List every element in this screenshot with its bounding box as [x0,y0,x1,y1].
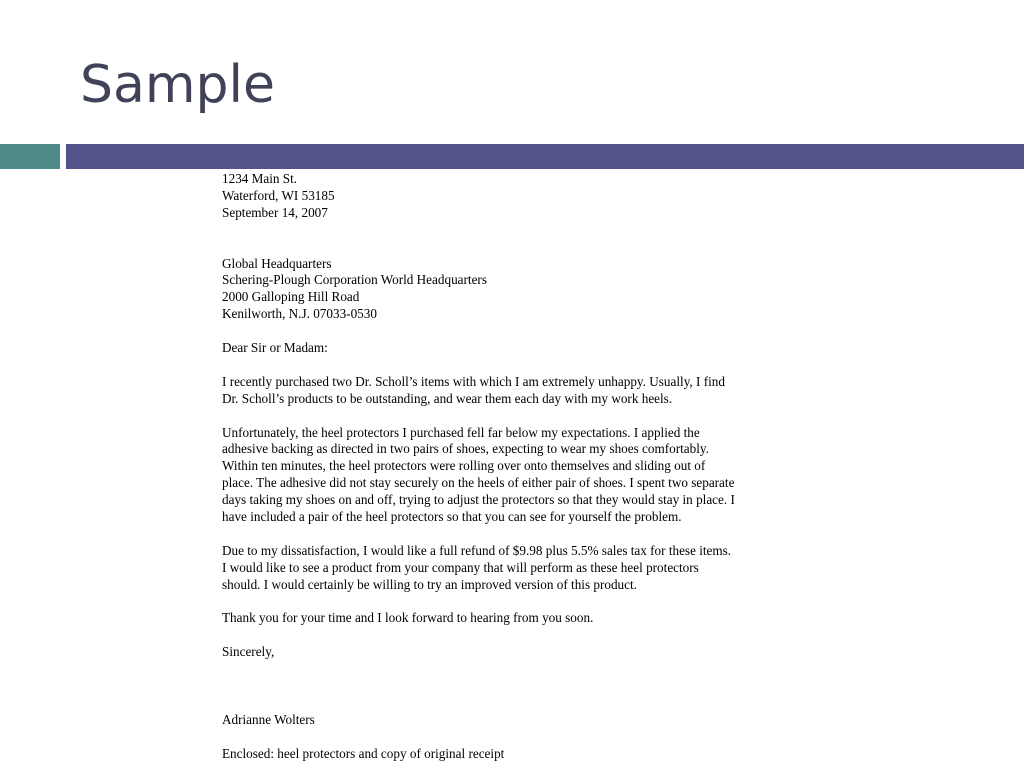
recipient-line: Kenilworth, N.J. 07033-0530 [222,306,377,322]
paragraph-line: Thank you for your time and I look forward to hearing from you soon. [222,610,594,626]
sender-address [222,171,812,222]
paragraph-line: I would like to see a product from your company that will perform as these heel protectors [222,559,699,575]
paragraph-line: days taking my shoes on and off, trying to adjust the protectors so that they would stay in place. I [222,492,735,508]
paragraph-line: Due to my dissatisfaction, I would like a full refund of $9.98 plus 5.5% sales tax for these items. [222,542,732,558]
accent-bar-purple [66,144,1024,169]
sender-city: Waterford, WI 53185 [222,187,335,203]
letter-date: September 14, 2007 [222,204,328,220]
paragraph-line: Unfortunately, the heel protectors I purchased fell far below my expectations. I applied the [222,424,700,440]
signature-space [222,678,812,712]
paragraph-line: Within ten minutes, the heel protectors were rolling over onto themselves and sliding out of [222,458,706,474]
salutation [222,340,812,357]
sender-street: 1234 Main St. [222,171,298,186]
closing [222,644,812,661]
recipient-line: Global Headquarters [222,255,332,271]
paragraph-line: adhesive backing as directed in two pairs of shoes, expecting to wear my shoes comfortably. [222,441,709,457]
salutation-text: Dear Sir or Madam: [222,340,328,356]
enclosure-text: Enclosed: heel protectors and copy of original receipt [222,745,505,761]
paragraph-3 [222,543,812,594]
closing-text: Sincerely, [222,644,275,660]
recipient-line: Schering-Plough Corporation World Headquarters [222,272,487,288]
paragraph-2 [222,425,812,526]
paragraph-line: I recently purchased two Dr. Scholl’s items with which I am extremely unhappy. Usually, I find [222,373,725,389]
recipient-address [222,256,812,324]
paragraph-line: should. I would certainly be willing to try an improved version of this product. [222,576,637,592]
letter-body [222,171,812,768]
accent-bar-teal [0,144,60,169]
signature-name: Adrianne Wolters [222,711,315,727]
spacer [222,239,812,256]
paragraph-line: place. The adhesive did not stay securely on the heels of either pair of shoes. I spent two separate [222,475,735,491]
signature [222,712,812,729]
recipient-line: 2000 Galloping Hill Road [222,289,360,305]
paragraph-line: Dr. Scholl’s products to be outstanding, and wear them each day with my work heels. [222,390,673,406]
paragraph-1 [222,374,812,408]
paragraph-4 [222,610,812,627]
slide-title: Sample [80,55,275,115]
paragraph-line: have included a pair of the heel protectors so that you can see for yourself the problem. [222,509,682,525]
enclosure [222,746,812,763]
